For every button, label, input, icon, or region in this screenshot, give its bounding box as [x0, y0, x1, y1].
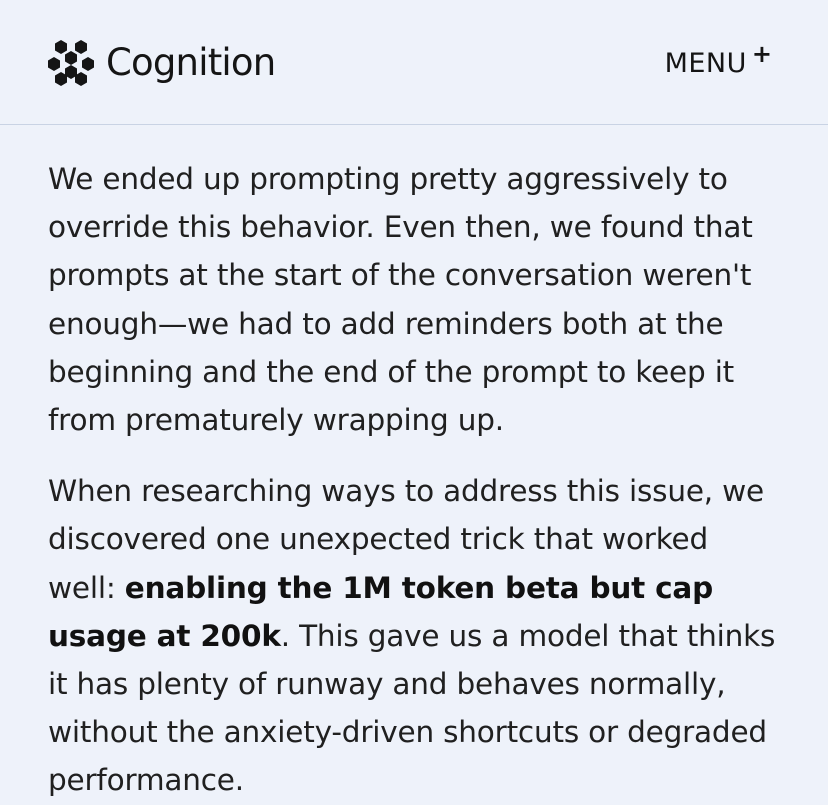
menu-label: MENU: [664, 48, 747, 79]
brand-logo-link[interactable]: [48, 38, 275, 88]
emphasized-text: enabling the 1M token beta but cap usage at 200k: [48, 570, 714, 653]
brand-name: Cognition: [106, 41, 276, 84]
menu-button[interactable]: [664, 40, 772, 82]
cognition-logo-icon: [48, 38, 94, 88]
article-paragraph: [48, 467, 780, 804]
paragraph-text: When researching ways to address this issue, we discovered one unexpected trick that worked well:: [48, 474, 765, 605]
article-paragraph: We ended up prompting pretty aggressively to override this behavior. Even then, we found that prompts at the start of the conversation weren't enough—we had to add reminders both at the beginning and the end of the prompt to keep it from prematurely wrapping up.: [48, 162, 753, 438]
plus-icon: +: [751, 40, 772, 68]
article-body: [0, 125, 828, 805]
paragraph-text: . This gave us a model that thinks it has plenty of runway and behaves normally, without the anxiety-driven shortcuts or degraded performance.: [48, 618, 776, 798]
site-header: [0, 0, 828, 125]
